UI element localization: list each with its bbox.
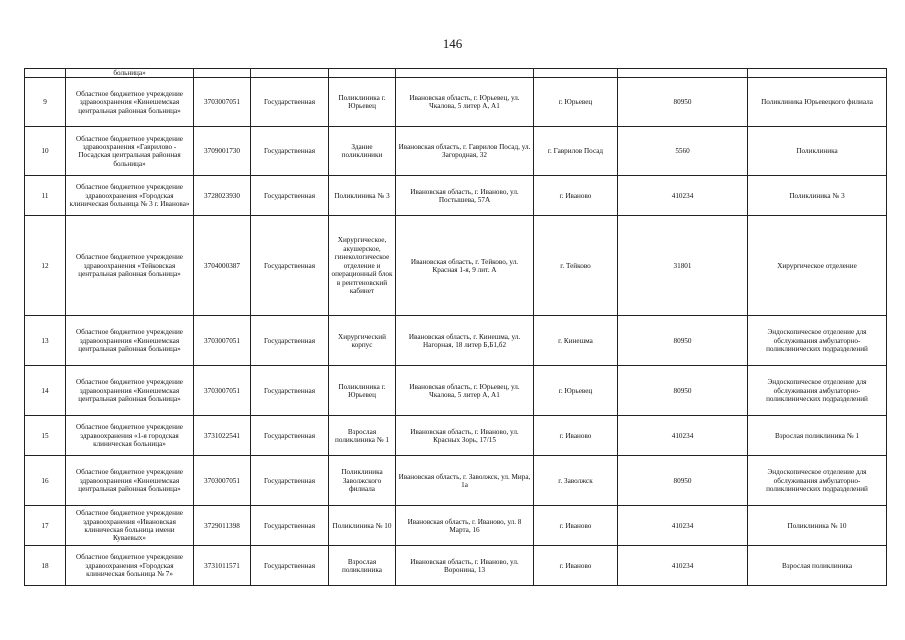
cell-inn: 3704000387 (194, 216, 251, 316)
cell-name: Областное бюджетное учреждение здравоохранения «Кинешемская центральная районная больница» (66, 366, 194, 416)
cell-city: г. Юрьевец (534, 78, 618, 127)
cell-object: Поликлиника г. Юрьевец (329, 78, 396, 127)
cell-name: больница» (66, 69, 194, 78)
cell-address: Ивановская область, г. Юрьевец, ул. Чкалова, 5 литер А, А1 (396, 78, 534, 127)
cell-object: Поликлиника № 10 (329, 506, 396, 546)
cell-name: Областное бюджетное учреждение здравоохранения «1-я городская клиническая больница» (66, 416, 194, 456)
cell-form: Государственная (251, 456, 329, 506)
cell-name: Областное бюджетное учреждение здравоохранения «Кинешемская центральная районная больница» (66, 78, 194, 127)
cell-city: г. Юрьевец (534, 366, 618, 416)
cell-address: Ивановская область, г. Заволжск, ул. Мира, 1а (396, 456, 534, 506)
cell-address: Ивановская область, г. Иваново, ул. Постышева, 57А (396, 176, 534, 216)
cell-code: 410234 (618, 506, 748, 546)
cell-num: 10 (25, 127, 66, 176)
cell-inn: 3728023930 (194, 176, 251, 216)
cell-address: Ивановская область, г. Иваново, ул. Воронина, 13 (396, 546, 534, 586)
cell-code: 31801 (618, 216, 748, 316)
cell-num: 11 (25, 176, 66, 216)
cell-form: Государственная (251, 506, 329, 546)
cell-form: Государственная (251, 366, 329, 416)
cell-unit: Поликлиника № 10 (748, 506, 887, 546)
cell-unit: Хирургическое отделение (748, 216, 887, 316)
cell-unit: Поликлиника Юрьевецкого филиала (748, 78, 887, 127)
table-row (25, 127, 887, 176)
cell-unit: Взрослая поликлиника № 1 (748, 416, 887, 456)
cell-object: Поликлиника Заволжского филиала (329, 456, 396, 506)
cell-num: 18 (25, 546, 66, 586)
cell-object: Взрослая поликлиника (329, 546, 396, 586)
cell-num: 12 (25, 216, 66, 316)
cell-object: Здание поликлиники (329, 127, 396, 176)
cell-unit: Эндоскопическое отделение для обслуживания амбулаторно-поликлинических подразделений (748, 366, 887, 416)
cell-address: Ивановская область, г. Юрьевец, ул. Чкалова, 5 литер А, А1 (396, 366, 534, 416)
cell-unit: Эндоскопическое отделение для обслуживания амбулаторно-поликлинических подразделений (748, 316, 887, 366)
cell-inn: 3731022541 (194, 416, 251, 456)
cell-inn: 3703007051 (194, 366, 251, 416)
table-row (25, 506, 887, 546)
table-row (25, 366, 887, 416)
cell-inn: 3703007051 (194, 316, 251, 366)
cell-name: Областное бюджетное учреждение здравоохранения «Кинешемская центральная районная больница» (66, 456, 194, 506)
cell-city (534, 69, 618, 78)
table-row-partial (25, 69, 887, 78)
cell-name: Областное бюджетное учреждение здравоохранения «Кинешемская центральная районная больница» (66, 316, 194, 366)
cell-object: Поликлиника г. Юрьевец (329, 366, 396, 416)
cell-unit: Эндоскопическое отделение для обслуживания амбулаторно-поликлинических подразделений (748, 456, 887, 506)
table-row (25, 78, 887, 127)
page-number: 146 (442, 36, 463, 51)
cell-city: г. Тейково (534, 216, 618, 316)
cell-form: Государственная (251, 316, 329, 366)
cell-unit: Поликлиника (748, 127, 887, 176)
cell-city: г. Иваново (534, 416, 618, 456)
cell-inn: 3703007051 (194, 78, 251, 127)
table-row (25, 546, 887, 586)
cell-inn: 3729011398 (194, 506, 251, 546)
cell-inn: 3731011571 (194, 546, 251, 586)
cell-object: Хирургический корпус (329, 316, 396, 366)
cell-object (329, 69, 396, 78)
cell-form: Государственная (251, 416, 329, 456)
cell-object: Поликлиника № 3 (329, 176, 396, 216)
cell-num: 17 (25, 506, 66, 546)
cell-inn: 3703007051 (194, 456, 251, 506)
cell-object: Взрослая поликлиника № 1 (329, 416, 396, 456)
cell-name: Областное бюджетное учреждение здравоохранения «Городская клиническая больница № 7» (66, 546, 194, 586)
cell-city: г. Иваново (534, 176, 618, 216)
table-row (25, 416, 887, 456)
cell-num: 13 (25, 316, 66, 366)
facilities-table (24, 68, 887, 586)
cell-city: г. Гаврилов Посад (534, 127, 618, 176)
cell-num: 15 (25, 416, 66, 456)
cell-address: Ивановская область, г. Иваново, ул. Красных Зорь, 17/15 (396, 416, 534, 456)
cell-address: Ивановская область, г. Гаврилов Посад, ул. Загородная, 32 (396, 127, 534, 176)
cell-name: Областное бюджетное учреждение здравоохранения «Тейковская центральная районная больница» (66, 216, 194, 316)
table-row (25, 176, 887, 216)
cell-address: Ивановская область, г. Иваново, ул. 8 Марта, 16 (396, 506, 534, 546)
cell-code: 410234 (618, 416, 748, 456)
cell-form: Государственная (251, 127, 329, 176)
cell-inn (194, 69, 251, 78)
cell-name: Областное бюджетное учреждение здравоохранения «Городская клиническая больница № 3 г. Иванова» (66, 176, 194, 216)
cell-code: 80950 (618, 366, 748, 416)
cell-code (618, 69, 748, 78)
cell-form: Государственная (251, 78, 329, 127)
cell-num: 14 (25, 366, 66, 416)
cell-form: Государственная (251, 176, 329, 216)
table-row (25, 456, 887, 506)
cell-num: 9 (25, 78, 66, 127)
cell-code: 80950 (618, 78, 748, 127)
cell-address (396, 69, 534, 78)
table-row (25, 216, 887, 316)
cell-code: 410234 (618, 546, 748, 586)
cell-city: г. Кинешма (534, 316, 618, 366)
cell-code: 80950 (618, 316, 748, 366)
table-row (25, 316, 887, 366)
cell-name: Областное бюджетное учреждение здравоохранения «Ивановская клиническая больница имени Куваевых» (66, 506, 194, 546)
cell-form: Государственная (251, 546, 329, 586)
cell-unit (748, 69, 887, 78)
cell-code: 80950 (618, 456, 748, 506)
cell-city: г. Иваново (534, 546, 618, 586)
cell-object: Хирургическое, акушерское, гинекологическое отделение и операционный блок в рентгеновский кабинет (329, 216, 396, 316)
cell-unit: Взрослая поликлиника (748, 546, 887, 586)
cell-form (251, 69, 329, 78)
cell-name: Областное бюджетное учреждение здравоохранения «Гаврилово - Посадская центральная районная больница» (66, 127, 194, 176)
cell-inn: 3709001730 (194, 127, 251, 176)
cell-form: Государственная (251, 216, 329, 316)
cell-address: Ивановская область, г. Кинешма, ул. Нагорная, 18 литер Б,Б1,б2 (396, 316, 534, 366)
cell-city: г. Заволжск (534, 456, 618, 506)
cell-num (25, 69, 66, 78)
cell-city: г. Иваново (534, 506, 618, 546)
cell-code: 5560 (618, 127, 748, 176)
cell-code: 410234 (618, 176, 748, 216)
cell-unit: Поликлиника № 3 (748, 176, 887, 216)
cell-address: Ивановская область, г. Тейково, ул. Красная 1-я, 9 лит. А (396, 216, 534, 316)
cell-num: 16 (25, 456, 66, 506)
